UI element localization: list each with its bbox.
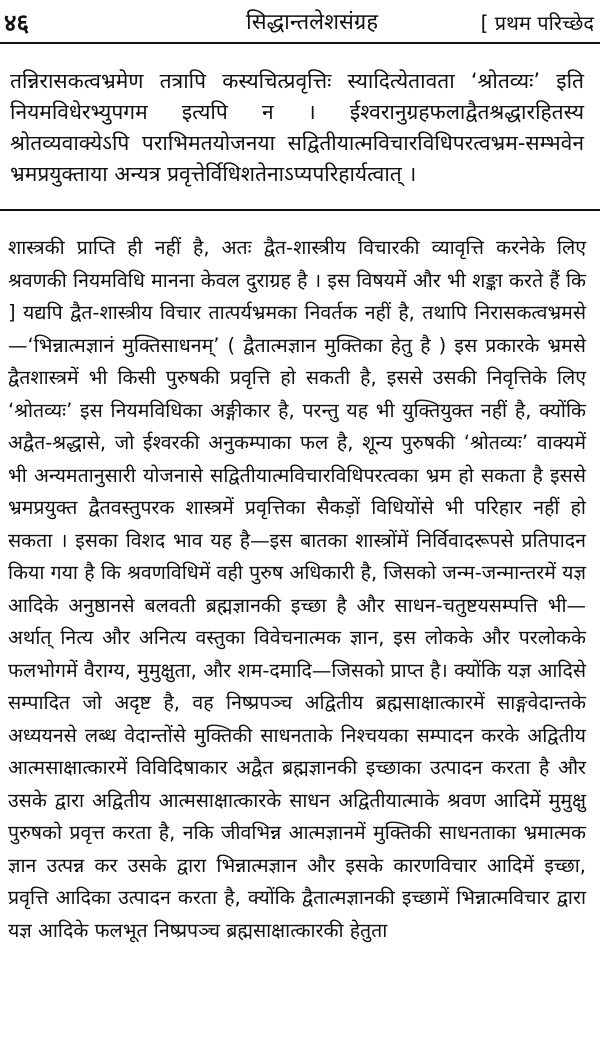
section-divider — [0, 209, 600, 211]
sanskrit-text: तन्निरासकत्वभ्रमेण तत्रापि कस्यचित्प्रवृत्तिः स्यादित्येतावता ‘श्रोतव्यः’ इति नियमविधेरभ्युपगम इत्यपि न । ईश्वरानुग्रहफलाद्वैतश्रद्धारहितस्य श्रोतव्यवाक्येऽपि पराभिमतयोजनया सद्वितीयात्मविचारविधिपरत्वभ्रम-सम्भवेन भ्रमप्रयुक्ताया अन्यत्र प्रवृत्तेर्विधिशतेनाऽप्यपरिहार्यत्वात् । — [10, 69, 584, 186]
page-header — [4, 4, 594, 40]
page-number: ४६ — [4, 8, 29, 37]
sanskrit-verse-block — [10, 66, 584, 190]
section-name: [ प्रथम परिच्छेद — [480, 10, 594, 35]
commentary-text: शास्त्रकी प्राप्ति ही नहीं है, अतः द्वैत-शास्त्रीय विचारकी व्यावृत्ति करनेके लिए श्रवणकी नियमविधि मानना केवल दुराग्रह है । इस विषयमें और भी शङ्का करते हैं कि ] यद्यपि द्वैत-शास्त्रीय विचार तात्पर्यभ्रमका निवर्तक नहीं है, तथापि निरासकत्वभ्रमसे—‘भिन्नात्मज्ञानं मुक्तिसाधनम्’ ( द्वैतात्मज्ञान मुक्तिका हेतु है ) इस प्रकारके भ्रमसे द्वैतशास्त्रमें भी किसी पुरुषकी प्रवृत्ति हो सकती है, इससे उसकी निवृत्तिके लिए ‘श्रोतव्यः’ इस नियमविधिका अङ्गीकार है, परन्तु यह भी युक्तियुक्त नहीं है, क्योंकि अद्वैत-श्रद्धासे, जो ईश्वरकी अनुकम्पाका फल है, शून्य पुरुषकी ‘श्रोतव्यः’ वाक्यमें भी अन्यमतानुसारी योजनासे सद्वितीयात्मविचारविधिपरत्वका भ्रम हो सकता है इससे भ्रमप्रयुक्त द्वैतवस्तुपरक शास्त्रमें प्रवृत्तिका सैकड़ों विधियोंसे भी परिहार नहीं हो सकता । इसका विशद भाव यह है—इस बातका शास्त्रोंमें निर्विवादरूपसे प्रतिपादन किया गया है कि श्रवणविधिमें वही पुरुष अधिकारी है, जिसको जन्म-जन्मान्तरमें यज्ञ आदिके अनुष्ठानसे बलवती ब्रह्मज्ञानकी इच्छा है और साधन-चतुष्टयसम्पत्ति भी—अर्थात् नित्य और अनित्य वस्तुका विवेचनात्मक ज्ञान, इस लोकके और परलोकके फलभोगमें वैराग्य, मुमुक्षुता, और शम-दमादि—जिसको प्राप्त है। क्योंकि यज्ञ आदिसे सम्पादित जो अदृष्ट है, वह निष्प्रपञ्च अद्वितीय ब्रह्मसाक्षात्कारमें साङ्गवेदान्तके अध्ययनसे लब्ध वेदान्तोंसे मुक्तिकी साधनताके निश्चयका सम्पादन करके अद्वितीय आत्मसाक्षात्कारमें विविदिषाकार अद्वैत ब्रह्मज्ञानकी इच्छाका उत्पादन करता है और उसके द्वारा अद्वितीय आत्मसाक्षात्कारके साधन अद्वितीयात्माके श्रवण आदिमें मुमुक्षु पुरुषको प्रवृत्त करता है, नकि जीवभिन्न आत्मज्ञानमें मुक्तिकी साधनताका भ्रमात्मक ज्ञान उत्पन्न कर उसके द्वारा भिन्नात्मज्ञान और इसके कारणविचार आदिमें इच्छा, प्रवृत्ति आदिका उत्पादन करता है, क्योंकि द्वैतात्मज्ञानकी इच्छामें भिन्नात्मविचार द्वारा यज्ञ आदिके फलभूत निष्प्रपञ्च ब्रह्मसाक्षात्कारकी हेतुता — [8, 236, 586, 942]
header-rule — [0, 42, 600, 44]
hindi-commentary-block — [8, 232, 586, 947]
running-title: सिद्धान्तलेशसंग्रह — [246, 10, 379, 35]
